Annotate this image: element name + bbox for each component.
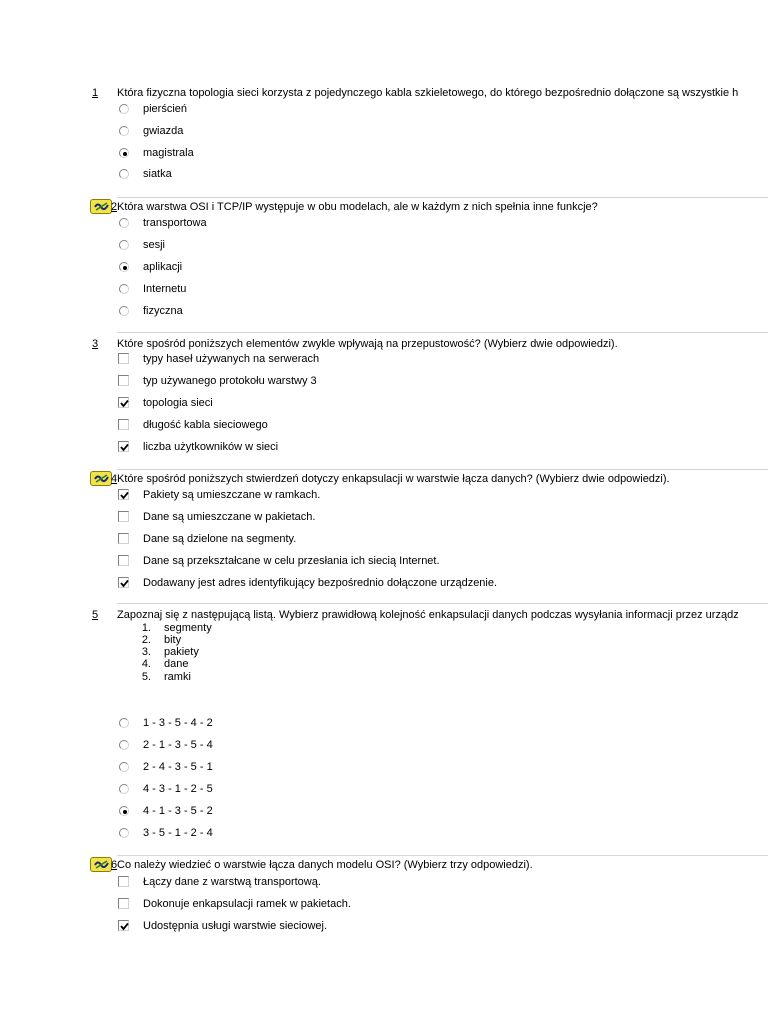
- answer-label: Dokonuje enkapsulacji ramek w pakietach.: [143, 898, 351, 910]
- question-header: [0, 859, 768, 873]
- list-item-number: 2.: [141, 634, 151, 646]
- question-text: Co należy wiedzieć o warstwie łącza danych modelu OSI? (Wybierz trzy odpowiedzi).: [117, 859, 533, 871]
- checkbox[interactable]: [118, 397, 129, 408]
- question-header: [0, 87, 768, 101]
- checkmark-icon: [119, 921, 130, 932]
- answer-option: [0, 239, 768, 253]
- radio-button[interactable]: [119, 806, 129, 816]
- question-header: [0, 201, 768, 215]
- answer-label: Pakiety są umieszczane w ramkach.: [143, 489, 321, 501]
- question-number[interactable]: 1: [92, 87, 99, 99]
- radio-button[interactable]: [119, 762, 129, 772]
- answer-option: [0, 761, 768, 775]
- answer-label: 2 - 4 - 3 - 5 - 1: [143, 761, 213, 773]
- question-text: Która fizyczna topologia sieci korzysta z pojedynczego kabla szkieletowego, do którego bezpośrednio dołączone są wszystkie h: [117, 87, 739, 99]
- radio-button[interactable]: [119, 828, 129, 838]
- answer-label: fizyczna: [143, 305, 183, 317]
- answer-label: Internetu: [143, 283, 187, 295]
- radio-button[interactable]: [119, 284, 129, 294]
- list-item-text: ramki: [164, 671, 191, 683]
- answer-label: transportowa: [143, 217, 207, 229]
- answer-option: [0, 397, 768, 411]
- checkbox[interactable]: [118, 419, 129, 430]
- question-4: [0, 473, 768, 589]
- answer-option: [0, 353, 768, 367]
- question-5: [0, 609, 768, 839]
- checkbox[interactable]: [118, 920, 129, 931]
- answer-option: [0, 419, 768, 433]
- checkmark-icon: [119, 442, 130, 453]
- answer-option: [0, 261, 768, 275]
- checkbox[interactable]: [118, 876, 129, 887]
- checkbox[interactable]: [118, 353, 129, 364]
- answer-label: Dane są przekształcane w celu przesłania ich siecią Internet.: [143, 555, 440, 567]
- radio-button[interactable]: [119, 218, 129, 228]
- question-header: [0, 609, 768, 623]
- answer-label: 1 - 3 - 5 - 4 - 2: [143, 717, 213, 729]
- answer-option: [0, 489, 768, 503]
- answer-label: topologia sieci: [143, 397, 213, 409]
- question-number[interactable]: 2: [111, 201, 118, 213]
- answer-label: 4 - 3 - 1 - 2 - 5: [143, 783, 213, 795]
- answer-option: [0, 168, 768, 182]
- pencil-flag-icon[interactable]: [90, 199, 112, 214]
- checkmark-icon: [119, 490, 130, 501]
- list-item-number: 3.: [141, 646, 151, 658]
- question-text: Które spośród poniższych elementów zwykle wpływają na przepustowość? (Wybierz dwie odpowiedzi).: [117, 338, 618, 350]
- list-item-text: pakiety: [164, 646, 199, 658]
- answer-option: [0, 305, 768, 319]
- checkmark-icon: [119, 578, 130, 589]
- question-3: [0, 338, 768, 453]
- answer-option: [0, 783, 768, 797]
- list-item-text: bity: [164, 634, 182, 646]
- pencil-flag-icon[interactable]: [90, 471, 112, 486]
- radio-button[interactable]: [119, 262, 129, 272]
- radio-button[interactable]: [119, 306, 129, 316]
- checkmark-icon: [119, 398, 130, 409]
- radio-button[interactable]: [119, 718, 129, 728]
- answer-label: typ używanego protokołu warstwy 3: [143, 375, 317, 387]
- answer-label: 4 - 1 - 3 - 5 - 2: [143, 805, 213, 817]
- answer-label: liczba użytkowników w sieci: [143, 441, 279, 453]
- answer-label: Dodawany jest adres identyfikujący bezpośrednio dołączone urządzenie.: [143, 577, 498, 589]
- pencil-flag-icon[interactable]: [90, 857, 112, 872]
- answer-option: [0, 805, 768, 819]
- question-separator: [117, 332, 768, 333]
- checkbox[interactable]: [118, 533, 129, 544]
- answer-option: [0, 217, 768, 231]
- answer-label: 2 - 1 - 3 - 5 - 4: [143, 739, 213, 751]
- question-text: Która warstwa OSI i TCP/IP występuje w obu modelach, ale w każdym z nich spełnia inne funkcje?: [117, 201, 598, 213]
- answer-label: siatka: [143, 168, 172, 180]
- answer-option: [0, 533, 768, 547]
- question-number[interactable]: 6: [111, 859, 118, 871]
- radio-button[interactable]: [119, 784, 129, 794]
- radio-button[interactable]: [119, 104, 129, 114]
- checkbox[interactable]: [118, 489, 129, 500]
- question-6: [0, 859, 768, 932]
- answer-label: magistrala: [143, 147, 194, 159]
- list-item: [0, 658, 768, 671]
- radio-button[interactable]: [119, 126, 129, 136]
- checkbox[interactable]: [118, 375, 129, 386]
- answer-option: [0, 555, 768, 569]
- question-header: [0, 473, 768, 487]
- radio-button[interactable]: [119, 740, 129, 750]
- checkbox[interactable]: [118, 511, 129, 522]
- question-separator: [117, 197, 768, 198]
- answer-option: [0, 125, 768, 139]
- checkbox[interactable]: [118, 577, 129, 588]
- list-item-text: segmenty: [164, 622, 212, 634]
- answer-option: [0, 147, 768, 161]
- question-number[interactable]: 3: [92, 338, 99, 350]
- checkbox[interactable]: [118, 555, 129, 566]
- answer-option: [0, 717, 768, 731]
- answer-option: [0, 876, 768, 890]
- answer-label: 3 - 5 - 1 - 2 - 4: [143, 827, 213, 839]
- answer-option: [0, 739, 768, 753]
- question-text: Które spośród poniższych stwierdzeń dotyczy enkapsulacji w warstwie łącza danych? (Wybierz dwie odpowiedzi).: [117, 473, 670, 485]
- answer-label: gwiazda: [143, 125, 184, 137]
- checkbox[interactable]: [118, 898, 129, 909]
- question-header: [0, 338, 768, 352]
- question-2: [0, 201, 768, 317]
- answer-option: [0, 577, 768, 591]
- answer-option: [0, 827, 768, 841]
- answer-option: [0, 441, 768, 455]
- answer-option: [0, 898, 768, 912]
- question-separator: [117, 469, 768, 470]
- answer-option: [0, 103, 768, 117]
- question-number[interactable]: 5: [92, 609, 99, 621]
- list-item-number: 5.: [141, 671, 151, 683]
- answer-label: Łączy dane z warstwą transportową.: [143, 876, 321, 888]
- answer-label: Dane są umieszczane w pakietach.: [143, 511, 316, 523]
- answer-label: długość kabla sieciowego: [143, 419, 268, 431]
- list-item: [0, 671, 768, 684]
- answer-label: pierścień: [143, 103, 188, 115]
- list-item-number: 4.: [141, 658, 151, 670]
- radio-button[interactable]: [119, 148, 129, 158]
- answer-option: [0, 920, 768, 934]
- radio-button[interactable]: [119, 240, 129, 250]
- checkbox[interactable]: [118, 441, 129, 452]
- question-number[interactable]: 4: [111, 473, 118, 485]
- answer-option: [0, 375, 768, 389]
- question-separator: [117, 603, 768, 604]
- list-item-text: dane: [164, 658, 189, 670]
- answer-option: [0, 511, 768, 525]
- question-1: [0, 87, 768, 180]
- answer-label: sesji: [143, 239, 166, 251]
- radio-button[interactable]: [119, 169, 129, 179]
- question-separator: [117, 855, 768, 856]
- question-text: Zapoznaj się z następującą listą. Wybierz prawidłową kolejność enkapsulacji danych podczas wysyłania informacji przez urządz: [117, 609, 739, 621]
- answer-label: typy haseł używanych na serwerach: [143, 353, 320, 365]
- list-item-number: 1.: [141, 622, 151, 634]
- answer-label: Dane są dzielone na segmenty.: [143, 533, 297, 545]
- answer-label: aplikacji: [143, 261, 183, 273]
- answer-option: [0, 283, 768, 297]
- answer-label: Udostępnia usługi warstwie sieciowej.: [143, 920, 328, 932]
